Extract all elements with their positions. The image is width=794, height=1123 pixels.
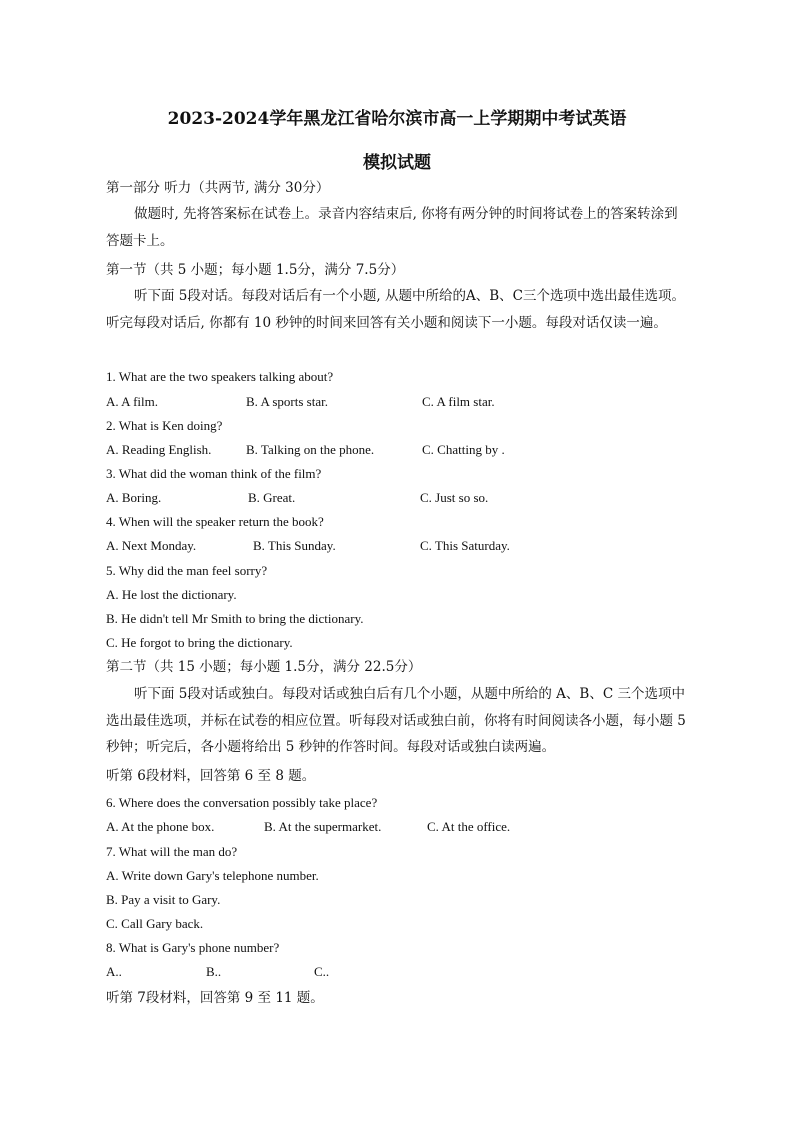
section1-instructions: 听下面 5段对话。每段对话后有一个小题, 从题中所给的A、B、C三个选项中选出最佳选项。听完每段对话后, 你都有 10 秒钟的时间来回答有关小题和阅读下一小题。每段对话仅读一遍。 — [106, 288, 685, 331]
q7-stem: 7. What will the man do? — [106, 844, 238, 859]
q2-stem: 2. What is Ken doing? — [106, 418, 223, 433]
exam-subtitle: 模拟试题 — [363, 153, 431, 173]
q2-option-c: C. Chatting by . — [422, 442, 505, 457]
q3-option-b: B. Great. — [248, 490, 296, 505]
q8-option-a: A.. — [106, 964, 122, 979]
q1-option-c: C. A film star. — [422, 394, 495, 409]
q1-option-a: A. A film. — [106, 394, 159, 409]
material6-heading: 听第 6段材料，回答第 6 至 8 题。 — [106, 768, 316, 784]
q7-option-b: B. Pay a visit to Gary. — [106, 892, 221, 907]
q5-option-b: B. He didn't tell Mr Smith to bring the dictionary. — [106, 611, 364, 626]
section1-heading: 第一节（共 5 小题；每小题 1.5分，满分 7.5分） — [106, 262, 405, 278]
q6-option-a: A. At the phone box. — [106, 819, 215, 834]
q1-option-b: B. A sports star. — [246, 394, 328, 409]
q4-stem: 4. When will the speaker return the book? — [106, 514, 324, 529]
part1-instructions: 做题时, 先将答案标在试卷上。录音内容结束后, 你将有两分钟的时间将试卷上的答案转涂到答题卡上。 — [106, 206, 678, 249]
q3-option-c: C. Just so so. — [420, 490, 489, 505]
q8-option-b: B.. — [206, 964, 222, 979]
q3-option-a: A. Boring. — [106, 490, 162, 505]
q2-option-a: A. Reading English. — [106, 442, 212, 457]
q4-option-c: C. This Saturday. — [420, 538, 510, 553]
q5-option-a: A. He lost the dictionary. — [106, 587, 237, 602]
q3-stem: 3. What did the woman think of the film? — [106, 466, 322, 481]
q5-stem: 5. Why did the man feel sorry? — [106, 563, 268, 578]
exam-title: 2023-2024学年黑龙江省哈尔滨市高一上学期期中考试英语 — [167, 109, 627, 129]
section2-heading: 第二节（共 15 小题；每小题 1.5分，满分 22.5分） — [106, 659, 422, 675]
q6-stem: 6. Where does the conversation possibly take place? — [106, 795, 378, 810]
part1-heading: 第一部分 听力（共两节, 满分 30分） — [106, 180, 330, 196]
q6-option-b: B. At the supermarket. — [264, 819, 382, 834]
section2-instructions: 听下面 5段对话或独白。每段对话或独白后有几个小题，从题中所给的 A、B、C 三个选项中选出最佳选项，并标在试卷的相应位置。听每段对话或独白前，你将有时间阅读各小题，每小题 5 秒钟；听完后，各小题将给出 5 秒钟的作答时间。每段对话或独白读两遍。 — [106, 686, 686, 755]
material7-heading: 听第 7段材料，回答第 9 至 11 题。 — [106, 990, 324, 1006]
q1-stem: 1. What are the two speakers talking about? — [106, 369, 334, 384]
q4-option-a: A. Next Monday. — [106, 538, 197, 553]
q6-option-c: C. At the office. — [427, 819, 511, 834]
q2-option-b: B. Talking on the phone. — [246, 442, 375, 457]
q4-option-b: B. This Sunday. — [253, 538, 336, 553]
q7-option-c: C. Call Gary back. — [106, 916, 204, 931]
q8-stem: 8. What is Gary's phone number? — [106, 940, 280, 955]
q7-option-a: A. Write down Gary's telephone number. — [106, 868, 319, 883]
q8-option-c: C.. — [314, 964, 330, 979]
q5-option-c: C. He forgot to bring the dictionary. — [106, 635, 293, 650]
